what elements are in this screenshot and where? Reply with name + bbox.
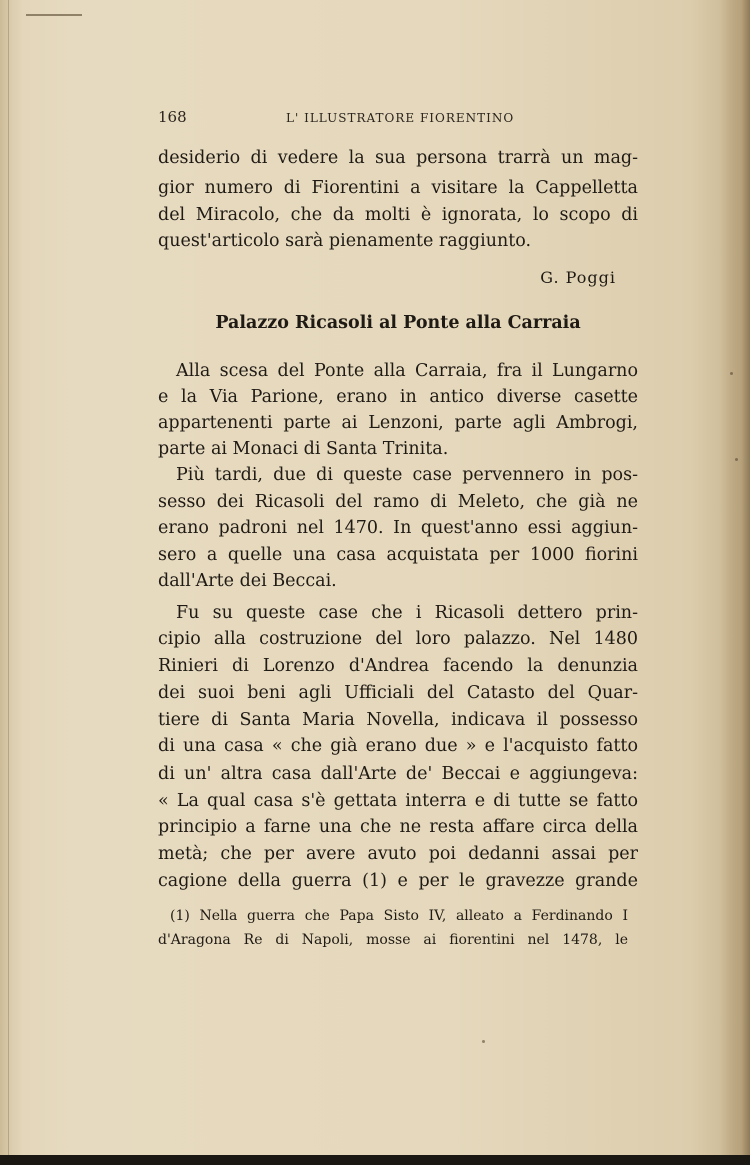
footnote-line: d'Aragona Re di Napoli, mosse ai fiorentini nel 1478, le <box>158 932 628 948</box>
text-line: Alla scesa del Ponte alla Carraia, fra il Lungarno <box>176 361 638 381</box>
text-line: principio a farne una che ne resta affare circa della <box>158 817 638 837</box>
top-pencil-mark <box>26 14 82 16</box>
text-line: dall'Arte dei Beccai. <box>158 571 337 591</box>
text-line: dei suoi beni agli Ufficiali del Catasto del Quar- <box>158 683 638 703</box>
paper-speck <box>482 1040 485 1043</box>
text-line: appartenenti parte ai Lenzoni, parte agli Ambrogi, <box>158 413 638 433</box>
text-line: Fu su queste case che i Ricasoli dettero prin- <box>176 603 638 623</box>
text-line: di una casa « che già erano due » e l'acquisto fatto <box>158 736 638 756</box>
text-line: del Miracolo, che da molti è ignorata, lo scopo di <box>158 205 638 225</box>
text-line: Più tardi, due di queste case pervennero in pos- <box>176 465 638 485</box>
text-line: Rinieri di Lorenzo d'Andrea facendo la denunzia <box>158 656 638 676</box>
author-signature: G. Poggi <box>540 268 616 287</box>
text-line: sero a quelle una casa acquistata per 1000 fiorini <box>158 545 638 565</box>
text-line: gior numero di Fiorentini a visitare la Cappelletta <box>158 178 638 198</box>
text-line: cipio alla costruzione del loro palazzo. Nel 1480 <box>158 629 638 649</box>
text-line: desiderio di vedere la sua persona trarrà un mag- <box>158 148 638 168</box>
text-line: tiere di Santa Maria Novella, indicava il possesso <box>158 710 638 730</box>
running-title: L' ILLUSTRATORE FIORENTINO <box>286 111 515 125</box>
text-line: quest'articolo sarà pienamente raggiunto. <box>158 231 532 251</box>
page-right-edge <box>720 0 750 1165</box>
text-line: metà; che per avere avuto poi dedanni assai per <box>158 844 638 864</box>
text-line: parte ai Monaci di Santa Trinita. <box>158 439 449 459</box>
text-line: erano padroni nel 1470. In quest'anno essi aggiun- <box>158 518 638 538</box>
page-number: 168 <box>158 108 187 126</box>
text-line: « La qual casa s'è gettata interra e di tutte se fatto <box>158 791 638 811</box>
page-bottom-edge <box>0 1155 750 1165</box>
text-line: di un' altra casa dall'Arte de' Beccai e aggiungeva: <box>158 764 638 784</box>
section-title: Palazzo Ricasoli al Ponte alla Carraia <box>215 313 581 333</box>
page-header <box>158 108 638 132</box>
text-line: cagione della guerra (1) e per le gravezze grande <box>158 871 638 891</box>
paper-speck <box>730 372 733 375</box>
footnote-line: (1) Nella guerra che Papa Sisto IV, alleato a Ferdinando I <box>170 908 628 924</box>
page-left-edge <box>0 0 22 1165</box>
paper-speck <box>735 458 738 461</box>
text-line: sesso dei Ricasoli del ramo di Meleto, che già ne <box>158 492 638 512</box>
text-line: e la Via Parione, erano in antico diverse casette <box>158 387 638 407</box>
